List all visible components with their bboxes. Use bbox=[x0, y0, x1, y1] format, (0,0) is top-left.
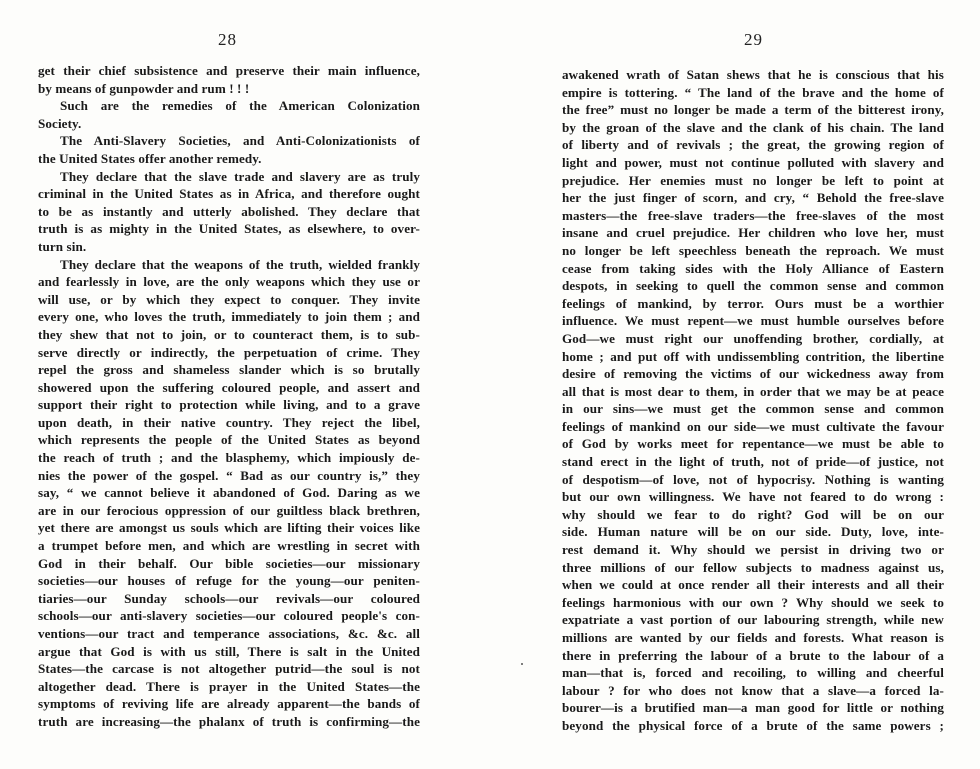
text-line: repel the gross and shameless slander which is so brutally bbox=[38, 362, 420, 378]
text-line: criminal in the United States as in Africa, and therefore ought bbox=[38, 186, 420, 202]
text-line: insane and cruel prejudice. Her children who love her, must bbox=[562, 225, 944, 241]
text-line: of despotism—of love, not of hypocrisy. Nothing is wanting bbox=[562, 471, 944, 487]
text-line: rest demand it. Why should we persist in driving two or bbox=[562, 542, 944, 558]
text-line: turn sin. bbox=[38, 238, 87, 254]
text-line: support their right to protection while living, and to a grave bbox=[38, 397, 420, 413]
text-line: home ; and put off with undissembling contrition, the libertine bbox=[562, 348, 944, 364]
text-line: God in their behalf. Our bible societies—our missionary bbox=[38, 555, 420, 571]
text-line: yet there are amongst us souls which are lifting their voices like bbox=[38, 520, 420, 536]
text-line: cease from taking sides with the Holy Alliance of Eastern bbox=[562, 260, 944, 276]
text-line: when we could at once render all their interests and all their bbox=[562, 577, 944, 593]
text-line: feelings of mankind, by terror. Ours must be a worthier bbox=[562, 295, 944, 311]
text-line: God—we must right our unoffending brother, cordially, at bbox=[562, 330, 944, 346]
text-line: Society. bbox=[38, 115, 82, 131]
text-line: bourer—is a brutified man—a man good for little or nothing bbox=[562, 700, 944, 716]
text-line: feelings harmonious with our own ? Why should we seek to bbox=[562, 594, 944, 610]
text-line: labour ? for who does not know that a slave—a forced la- bbox=[562, 682, 944, 698]
text-line: societies—our houses of refuge for the young—our peniten- bbox=[38, 573, 420, 589]
text-line: States—the carcase is not altogether putrid—the soul is not bbox=[38, 661, 420, 677]
text-line: side. Human nature will be on our side. Duty, love, inte- bbox=[562, 524, 944, 540]
text-line: light and power, must not continue polluted with slavery and bbox=[562, 154, 944, 170]
text-line: a trumpet before men, and which are wrestling in secret with bbox=[38, 538, 420, 554]
text-line: truth are increasing—the phalanx of truth is confirming—the bbox=[38, 713, 420, 729]
text-line: in our sins—we must get the common sense and common bbox=[562, 401, 944, 417]
text-line: by the groan of the slave and the clank of his chain. The land bbox=[562, 119, 944, 135]
text-line: serve directly or indirectly, the perpetuation of crime. They bbox=[38, 344, 420, 360]
text-line: three millions of our fellow subjects to madness against us, bbox=[562, 559, 944, 575]
text-line: every one, who loves the truth, immediately to join them ; and bbox=[38, 309, 420, 325]
text-line: showered upon the suffering coloured people, and assert and bbox=[38, 379, 420, 395]
text-line: altogether dead. There is prayer in the United States—the bbox=[38, 678, 420, 694]
text-line: schools—our anti-slavery societies—our coloured people's con- bbox=[38, 608, 420, 624]
text-line: they shew that not to join, or to counteract them, is to sub- bbox=[38, 326, 420, 342]
text-line: argue that God is with us still, There is salt in the United bbox=[38, 643, 420, 659]
text-line: upon death, in their native country. They reject the libel, bbox=[38, 414, 420, 430]
text-line: millions are wanted by our fields and forests. What reason is bbox=[562, 630, 944, 645]
text-line: symptoms of reviving life are already apparent—the bands of bbox=[38, 696, 420, 712]
right-page bbox=[520, 0, 980, 769]
text-line: the reach of truth ; and the blasphemy, which impiously de- bbox=[38, 450, 420, 466]
text-line: her the just finger of scorn, and cry, “ Behold the free-slave bbox=[562, 190, 944, 206]
text-line: which represents the people of the United States as beyond bbox=[38, 432, 420, 448]
text-line: there in preferring the labour of a brute to the labour of a bbox=[562, 647, 944, 663]
text-line: by means of gunpowder and rum ! ! ! bbox=[38, 80, 250, 96]
text-line: of liberty and of revivals ; the great, the growing region of bbox=[562, 137, 944, 153]
left-page bbox=[0, 0, 460, 769]
text-line: They declare that the slave trade and slavery are as truly bbox=[60, 168, 420, 184]
text-line: will use, or by which they expect to conquer. They invite bbox=[38, 291, 420, 307]
text-line: no longer be left speechless beneath the reproach. We must bbox=[562, 242, 944, 258]
text-line: of God by works meet for repentance—we must be able to bbox=[562, 436, 944, 452]
text-line: Such are the remedies of the American Colonization bbox=[60, 98, 420, 114]
text-line: empire is tottering. “ The land of the brave and the home of bbox=[562, 84, 944, 100]
text-line: tiaries—our Sunday schools—our revivals—our coloured bbox=[38, 590, 420, 606]
text-line: despots, in seeking to quell the common sense and common bbox=[562, 278, 944, 294]
page-number: 29 bbox=[744, 30, 763, 49]
text-line: stand erect in the light of truth, not of pride—of justice, not bbox=[562, 454, 944, 470]
text-line: say, “ we cannot believe it abandoned of God. Daring as we bbox=[38, 485, 420, 501]
text-line: The Anti-Slavery Societies, and Anti-Colonizationists of bbox=[60, 133, 420, 149]
page-text bbox=[38, 62, 420, 731]
text-line: the free” must no longer be made a term of the bitterest irony, bbox=[562, 102, 944, 118]
text-line: but our own willingness. We have not feared to do wrong : bbox=[562, 489, 944, 505]
text-line: feelings of mankind on our side—we must cultivate the favour bbox=[562, 418, 944, 434]
text-line: nies the power of the gospel. “ Bad as our country is,” they bbox=[38, 467, 420, 483]
text-line: desire of removing the victims of our wickedness away from bbox=[562, 366, 944, 382]
text-line: and fearlessly in love, are the only weapons which they use or bbox=[38, 274, 420, 290]
text-line: ventions—our tract and temperance associations, &c. &c. all bbox=[38, 626, 420, 641]
text-line: get their chief subsistence and preserve their main influence, bbox=[38, 63, 420, 78]
text-line: masters—the free-slave traders—the free-slaves of the most bbox=[562, 207, 944, 223]
text-line: all that is most dear to them, in order that we may be at peace bbox=[562, 383, 944, 399]
text-line: to be as instantly and utterly abolished. They declare that bbox=[38, 203, 420, 219]
text-line: man—that is, forced and recoiling, to willing and cheerful bbox=[562, 665, 944, 681]
page-number: 28 bbox=[218, 30, 237, 49]
text-line: beyond the physical force of a brute of the same powers ; bbox=[562, 717, 944, 733]
text-line: awakened wrath of Satan shews that he is conscious that his bbox=[562, 67, 944, 82]
page-text bbox=[562, 66, 944, 735]
text-line: They declare that the weapons of the truth, wielded frankly bbox=[60, 256, 420, 272]
text-line: are in our ferocious oppression of our guiltless black brethren, bbox=[38, 502, 420, 518]
text-line: truth is as mighty in the United States, as elsewhere, to over- bbox=[38, 221, 420, 237]
text-line: why should we fear to do right? God will be on our bbox=[562, 506, 944, 522]
text-line: influence. We must repent—we must humble ourselves before bbox=[562, 313, 944, 329]
text-line: prejudice. Her enemies must no longer be left to point at bbox=[562, 172, 944, 188]
text-line: the United States offer another remedy. bbox=[38, 150, 262, 166]
text-line: expatriate a vast portion of our labouring strength, while new bbox=[562, 612, 944, 628]
